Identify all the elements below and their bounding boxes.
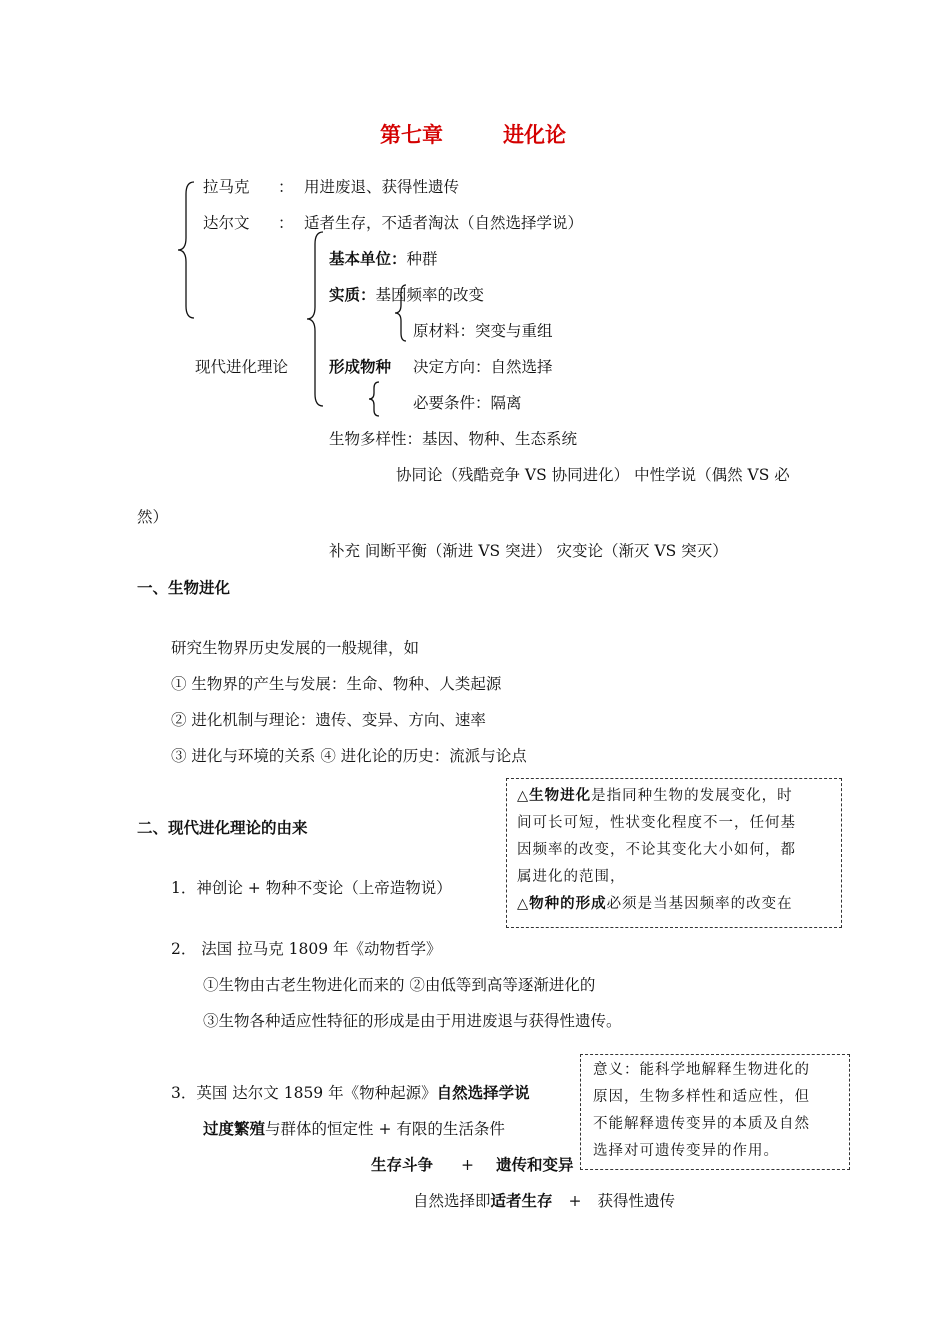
natural-selection-bold: 自然选择学说: [436, 1084, 530, 1102]
essence-value: 基因频率的改变: [375, 286, 485, 304]
box2-line3: 不能解释遗传变异的本质及自然: [593, 1116, 810, 1132]
basic-unit: [329, 249, 438, 269]
section2-item2-b: ③生物各种适应性特征的形成是由于用进废退与获得性遗传。: [203, 1012, 622, 1030]
significance-note-box: [580, 1054, 850, 1170]
box1-line4: 属进化的范围，: [517, 869, 626, 885]
section1-item1: ① 生物界的产生与发展：生命、物种、人类起源: [171, 675, 502, 693]
supplement-line: 补充 间断平衡（渐进 VS 突进） 灾变论（渐灭 VS 突灭）: [329, 542, 728, 560]
essence: [329, 285, 484, 305]
lamarck-desc: 用进废退、获得性遗传: [304, 178, 460, 196]
condition-brace: [367, 380, 383, 418]
section2-item3: 3．英国 达尔文 1859 年《物种起源》自然选择学说: [171, 1084, 530, 1102]
modern-theory-brace: [305, 230, 327, 408]
lamarck-sep: ：: [278, 178, 294, 196]
species-formation-label: 形成物种: [329, 358, 392, 376]
raw-material: 原材料：突变与重组: [413, 322, 553, 340]
box1-line1: △生物进化是指同种生物的发展变化，时: [517, 788, 793, 804]
basic-unit-label: 基本单位：: [329, 250, 407, 268]
modern-theory-label: 现代进化理论: [195, 358, 289, 376]
lamarck-name: 拉马克: [203, 178, 250, 196]
darwin-desc: 适者生存，不适者淘汰（自然选择学说）: [304, 214, 584, 232]
box1-line5: △物种的形成必须是当基因频率的改变在: [517, 896, 793, 912]
natural-selection-line: 自然选择即适者生存 + 获得性遗传: [413, 1192, 676, 1210]
coevolution-line: 协同论（残酷竞争 VS 协同进化） 中性学说（偶然 VS 必: [396, 466, 790, 484]
darwin-name: 达尔文: [203, 214, 250, 232]
overbreeding-line: 过度繁殖与群体的恒定性 + 有限的生活条件: [203, 1120, 505, 1138]
coevolution-wrap: 然）: [137, 508, 169, 526]
basic-unit-value: 种群: [406, 250, 438, 268]
struggle-line: [371, 1155, 574, 1175]
isolation-condition: 必要条件：隔离: [413, 394, 522, 412]
plus-sign: +: [461, 1156, 475, 1174]
chapter-topic: 进化论: [503, 123, 566, 147]
section2-item2: 2． 法国 拉马克 1809 年《动物哲学》: [171, 940, 442, 958]
box1-line3: 因频率的改变，不论其变化大小如何，都: [517, 842, 796, 858]
heredity-variation: 遗传和变异: [496, 1156, 574, 1174]
biodiversity: 生物多样性：基因、物种、生态系统: [329, 430, 578, 448]
box2-line4: 选择对可遗传变异的作用。: [593, 1143, 779, 1159]
left-brace: [176, 180, 198, 320]
section2-item2-a: ①生物由古老生物进化而来的 ②由低等到高等逐渐进化的: [203, 976, 596, 994]
section1-item2: ② 进化机制与理论：遗传、变异、方向、速率: [171, 711, 486, 729]
section1-item3: ③ 进化与环境的关系 ④ 进化论的历史：流派与论点: [171, 747, 527, 765]
evolution-note-box: [506, 778, 842, 928]
box2-line1: 意义：能科学地解释生物进化的: [593, 1062, 810, 1078]
section1-heading: 一、生物进化: [137, 579, 231, 597]
selection-direction: 决定方向：自然选择: [413, 358, 553, 376]
chapter-title: 第七章: [380, 123, 443, 147]
struggle-for-existence: 生存斗争: [371, 1156, 434, 1174]
section1-intro: 研究生物界历史发展的一般规律，如: [171, 639, 420, 657]
essence-label: 实质：: [329, 286, 376, 304]
section2-item1: 1．神创论 + 物种不变论（上帝造物说）: [171, 879, 452, 897]
box2-line2: 原因，生物多样性和适应性，但: [593, 1089, 810, 1105]
box1-line2: 间可长可短，性状变化程度不一，任何基: [517, 815, 796, 831]
section2-heading: 二、现代进化理论的由来: [137, 819, 308, 837]
darwin-sep: ：: [278, 214, 294, 232]
